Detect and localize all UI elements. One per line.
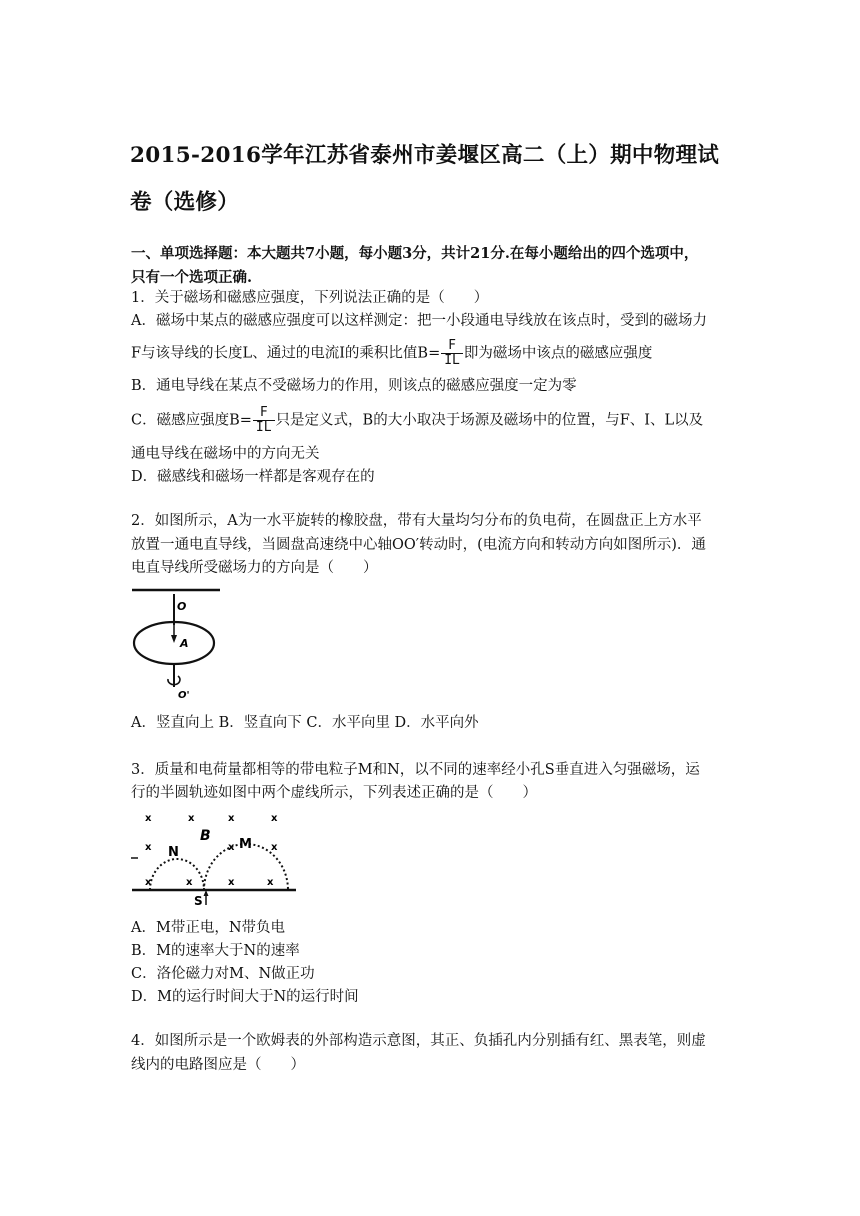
field-cross: x <box>271 842 278 853</box>
q4-stem-line1: 4．如图所示是一个欧姆表的外部构造示意图，其正、负插孔内分别插有红、黑表笔，则虚 <box>131 1033 706 1049</box>
fraction-denominator: IL <box>444 353 460 368</box>
q1-option-c-text-post: 只是定义式，B的大小取决于场源及磁场中的位置，与F、I、L以及 <box>275 412 704 429</box>
q1-option-c-line2: 通电导线在磁场中的方向无关 <box>131 446 320 462</box>
label-s: S <box>194 894 203 908</box>
field-cross: x <box>267 877 274 888</box>
q1-option-c-text-pre: C．磁感应强度B= <box>131 412 252 429</box>
field-cross: x <box>186 877 193 888</box>
label-o: O <box>177 600 187 613</box>
q3-stem-line2: 行的半圆轨迹如图中两个虚线所示，下列表述正确的是（ ） <box>131 785 537 801</box>
field-cross: x <box>228 842 235 853</box>
q3-option-d: D．M的运行时间大于N的运行时间 <box>131 989 359 1005</box>
trajectory-n <box>150 859 204 890</box>
q1-option-a-line2 <box>131 339 652 368</box>
q3-option-a: A．M带正电，N带负电 <box>131 920 286 936</box>
q1-option-d: D．磁感线和磁场一样都是客观存在的 <box>131 469 375 485</box>
q1-option-b: B．通电导线在某点不受磁场力的作用，则该点的磁感应强度一定为零 <box>131 378 577 394</box>
fraction-numerator: F <box>253 406 275 421</box>
q3-option-c: C．洛伦磁力对M、N做正功 <box>131 966 315 982</box>
q3-option-b: B．M的速率大于N的速率 <box>131 943 300 959</box>
q3-figure-magnetic-field <box>128 804 303 908</box>
q1-fraction-b-def <box>253 406 275 435</box>
q1-option-a-line1: A．磁场中某点的磁感应强度可以这样测定：把一小段通电导线放在该点时，受到的磁场力 <box>131 313 707 329</box>
q2-options: A．竖直向上 B．竖直向下 C．水平向里 D．水平向外 <box>131 715 479 731</box>
q1-fraction-b <box>441 339 463 368</box>
field-cross: x <box>145 842 152 853</box>
q1-option-a-text-post: 即为磁场中该点的磁感应强度 <box>463 345 653 362</box>
field-cross: x <box>145 813 152 824</box>
q2-stem-line1: 2．如图所示，A为一水平旋转的橡胶盘，带有大量均匀分布的负电荷，在圆盘正上方水平 <box>131 513 702 529</box>
q1-option-a-text-pre: F与该导线的长度L、通过的电流I的乘积比值B= <box>131 345 441 362</box>
q2-figure-rotating-disc <box>128 585 228 703</box>
label-o-prime: O' <box>178 690 190 701</box>
field-cross: x <box>145 877 152 888</box>
q4-stem-line2: 线内的电路图应是（ ） <box>131 1057 305 1073</box>
field-cross: x <box>228 877 235 888</box>
section-heading-line2: 只有一个选项正确. <box>131 269 253 286</box>
label-m: M <box>239 837 252 852</box>
q2-stem-line2: 放置一通电直导线，当圆盘高速绕中心轴OO′转动时，(电流方向和转动方向如图所示)．通 <box>131 537 706 553</box>
q1-option-c-line1 <box>131 406 703 435</box>
fraction-numerator: F <box>441 339 463 354</box>
fraction-denominator: IL <box>255 420 272 435</box>
page-title: 2015-2016学年江苏省泰州市姜堰区高二（上）期中物理试卷（选修） <box>130 143 720 215</box>
q3-stem-line1: 3．质量和电荷量都相等的带电粒子M和N，以不同的速率经小孔S垂直进入匀强磁场，运 <box>131 762 700 778</box>
field-cross: x <box>228 813 235 824</box>
label-n: N <box>168 845 179 860</box>
q2-stem-line3: 电直导线所受磁场力的方向是（ ） <box>131 560 378 576</box>
label-b: B <box>200 828 211 844</box>
field-cross: x <box>271 813 278 824</box>
label-a: A <box>180 637 189 650</box>
q1-stem: 1．关于磁场和磁感应强度，下列说法正确的是（ ） <box>131 290 489 306</box>
field-cross: x <box>188 813 195 824</box>
section-heading-line1: 一、单项选择题：本大题共7小题，每小题3分，共计21分.在每小题给出的四个选项中， <box>131 245 699 262</box>
